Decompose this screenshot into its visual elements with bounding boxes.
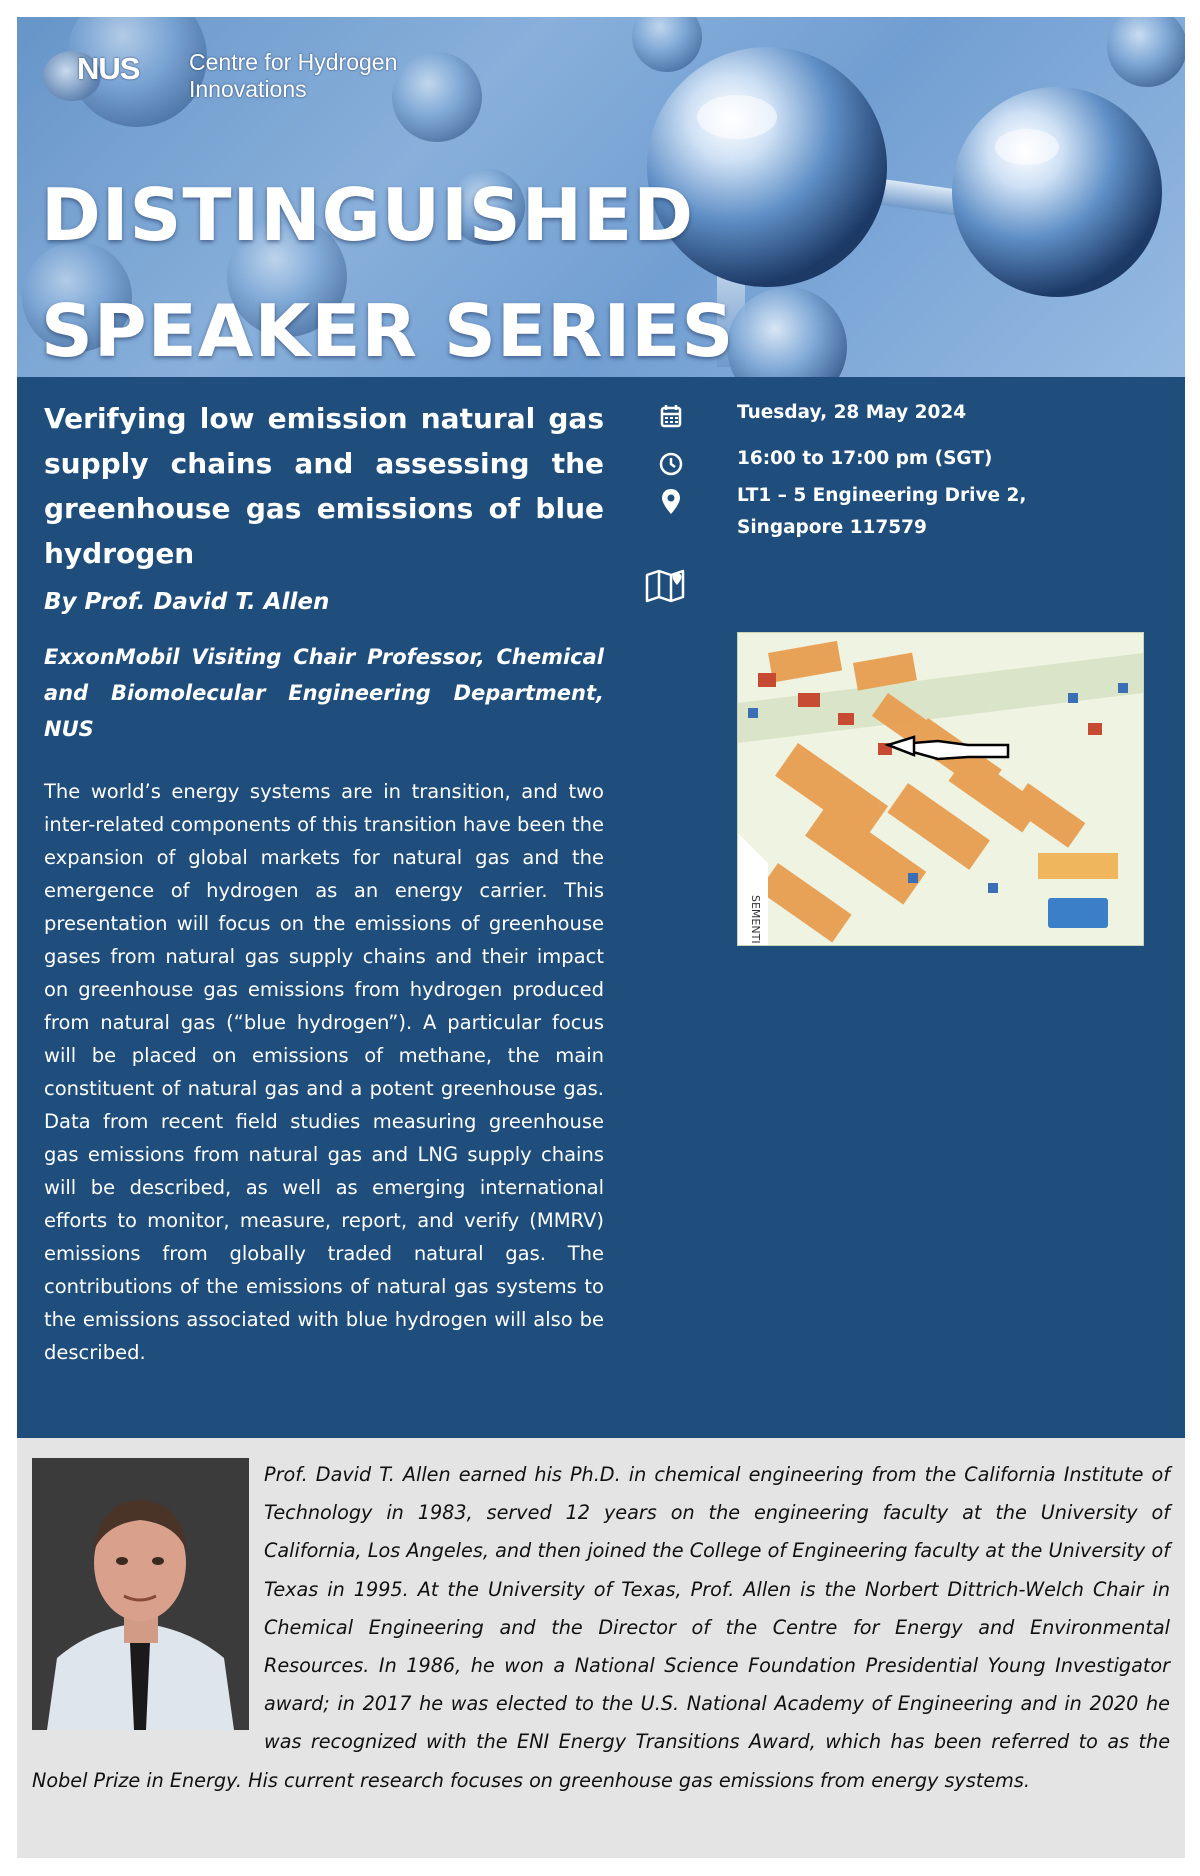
- series-title-line2: SPEAKER SERIES: [41, 289, 735, 373]
- map-icon: [643, 565, 691, 605]
- speaker-byline: By Prof. David T. Allen: [44, 589, 330, 615]
- talk-title: Verifying low emission natural gas supply chains and assessing the greenhouse gas emissions of blue hydrogen: [44, 402, 604, 570]
- org-name: [189, 49, 397, 103]
- event-poster: [17, 17, 1185, 1858]
- clock-icon: [654, 447, 688, 481]
- campus-map[interactable]: [737, 632, 1144, 946]
- campus-map-drawing: [738, 633, 1143, 945]
- event-date: Tuesday, 28 May 2024: [737, 402, 967, 423]
- event-venue: [737, 480, 1026, 544]
- talk-abstract: The world’s energy systems are in transition, and two inter-related components of this transition have been the expansion of global markets for natural gas and the emergence of hydrogen as an energy carrier. This presentation will focus on the emissions of greenhouse gases from natural gas supply chains and their impact on greenhouse gas emissions from hydrogen produced from natural gas (“blue hydrogen”). A particular focus will be placed on emissions of methane, the main constituent of natural gas and a potent greenhouse gas. Data from recent field studies measuring greenhouse gas emissions from natural gas and LNG supply chains will be described, as well as emerging international efforts to monitor, measure, report, and verify (MMRV) emissions from globally traded natural gas. The contributions of the emissions of natural gas systems to the emissions associated with blue hydrogen will also be described.: [44, 780, 604, 1364]
- speaker-bio-section: [17, 1438, 1185, 1858]
- location-pin-icon: [654, 485, 688, 519]
- talk-panel: [17, 377, 1185, 1438]
- hero-banner: [17, 17, 1185, 377]
- org-logo: [43, 49, 397, 103]
- org-name-line1: Centre for Hydrogen: [189, 49, 398, 75]
- event-venue-line1: LT1 – 5 Engineering Drive 2,: [737, 485, 1027, 506]
- speaker-affiliation: ExxonMobil Visiting Chair Professor, Chemical and Biomolecular Engineering Department, NUS: [44, 645, 604, 741]
- org-name-line2: Innovations: [189, 76, 307, 102]
- logo-abbrev: NUS: [77, 51, 140, 86]
- series-title: [41, 157, 734, 377]
- speaker-bio-text: Prof. David T. Allen earned his Ph.D. in chemical engineering from the California Institute of Technology in 1983, served 12 years on the engineering faculty at the University of California, Los Angeles, and then joined the College of Engineering faculty at the University of Texas in 1995. At the University of Texas, Prof. Allen is the Norbert Dittrich-Welch Chair in Chemical Engineering and the Director of the Centre for Energy and Environmental Resources. In 1986, he won a National Science Foundation Presidential Young Investigator award; in 2017 he was elected to the U.S. National Academy of Engineering and in 2020 he was recognized with the ENI Energy Transitions Award, which has been referred to as the Nobel Prize in Energy. His current research focuses on greenhouse gas emissions from energy systems.: [32, 1463, 1170, 1792]
- speaker-bio: [32, 1456, 1170, 1800]
- calendar-icon: [654, 400, 688, 434]
- event-time: 16:00 to 17:00 pm (SGT): [737, 448, 993, 469]
- event-venue-line2: Singapore 117579: [737, 517, 927, 538]
- map-road-label: SEMENTI: [749, 895, 762, 944]
- series-title-line1: DISTINGUISHED: [41, 173, 694, 257]
